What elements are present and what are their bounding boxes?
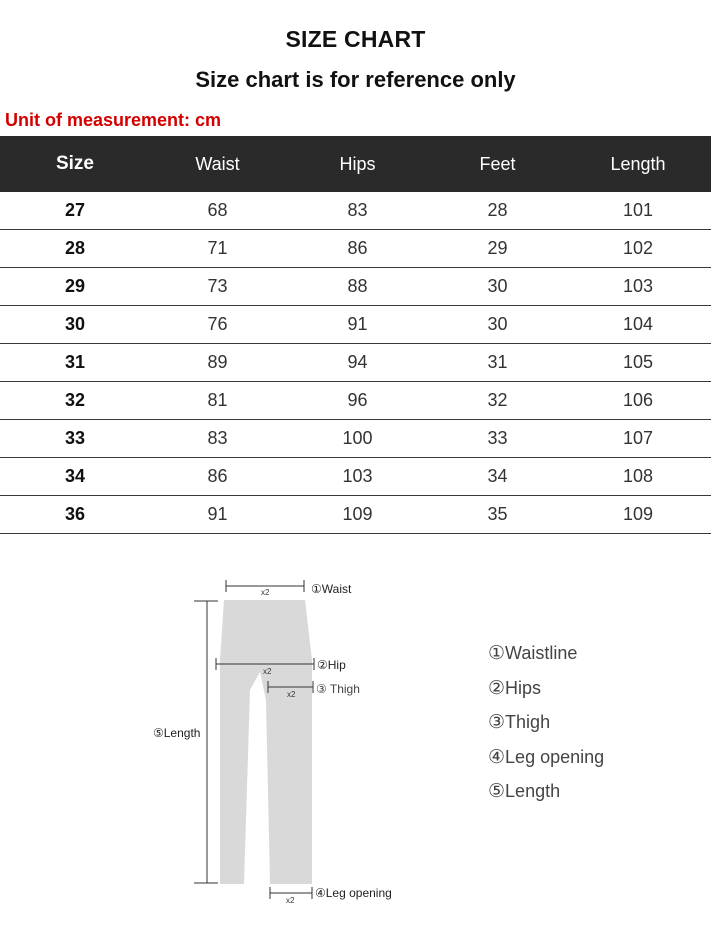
cell-feet: 31 [430, 344, 565, 382]
cell-length: 107 [565, 420, 711, 458]
pants-diagram [0, 560, 430, 920]
cell-length: 104 [565, 306, 711, 344]
cell-waist: 76 [150, 306, 285, 344]
legend-item-hips: ②Hips [488, 676, 542, 699]
cell-hips: 109 [285, 496, 430, 534]
unit-note: Unit of measurement: cm [5, 110, 222, 130]
table-row [0, 496, 711, 534]
cell-size: 33 [0, 420, 150, 458]
cell-length: 102 [565, 230, 711, 268]
leg-opening-label: ④Leg opening [315, 886, 392, 900]
cell-feet: 30 [430, 306, 565, 344]
waist-multiplier: x2 [261, 588, 270, 597]
cell-hips: 100 [285, 420, 430, 458]
cell-size: 30 [0, 306, 150, 344]
legend-item-leg-opening: ④Leg opening [488, 745, 605, 768]
cell-hips: 94 [285, 344, 430, 382]
thigh-label: ③ Thigh [316, 682, 360, 696]
thigh-multiplier: x2 [287, 690, 296, 699]
cell-waist: 86 [150, 458, 285, 496]
table-header-row [0, 136, 711, 192]
hip-label: ②Hip [317, 658, 346, 672]
cell-length: 103 [565, 268, 711, 306]
pants-shape [220, 600, 312, 884]
header-length: Length [565, 136, 711, 192]
legend-item-thigh: ③Thigh [488, 711, 551, 733]
cell-hips: 88 [285, 268, 430, 306]
cell-size: 28 [0, 230, 150, 268]
cell-size: 34 [0, 458, 150, 496]
cell-length: 108 [565, 458, 711, 496]
waist-label: ①Waist [311, 582, 352, 596]
cell-waist: 81 [150, 382, 285, 420]
cell-size: 36 [0, 496, 150, 534]
cell-waist: 73 [150, 268, 285, 306]
table-row [0, 458, 711, 496]
cell-size: 29 [0, 268, 150, 306]
header-waist: Waist [150, 136, 285, 192]
header-feet: Feet [430, 136, 565, 192]
length-label: ⑤Length [153, 726, 201, 740]
cell-feet: 30 [430, 268, 565, 306]
cell-waist: 83 [150, 420, 285, 458]
legend-item-length: ⑤Length [488, 780, 561, 802]
cell-hips: 83 [285, 192, 430, 230]
table-row [0, 306, 711, 344]
table-row [0, 382, 711, 420]
page-title: SIZE CHART [285, 26, 426, 52]
cell-feet: 32 [430, 382, 565, 420]
cell-feet: 33 [430, 420, 565, 458]
cell-hips: 103 [285, 458, 430, 496]
measurement-legend [488, 642, 604, 815]
page-subtitle: Size chart is for reference only [195, 67, 516, 92]
cell-feet: 28 [430, 192, 565, 230]
cell-size: 31 [0, 344, 150, 382]
table-row [0, 192, 711, 230]
header-size: Size [0, 136, 150, 192]
cell-hips: 86 [285, 230, 430, 268]
size-table [0, 136, 711, 534]
cell-feet: 35 [430, 496, 565, 534]
cell-hips: 96 [285, 382, 430, 420]
table-row [0, 268, 711, 306]
cell-feet: 29 [430, 230, 565, 268]
hip-multiplier: x2 [263, 667, 272, 676]
cell-length: 106 [565, 382, 711, 420]
cell-waist: 91 [150, 496, 285, 534]
cell-length: 105 [565, 344, 711, 382]
cell-waist: 71 [150, 230, 285, 268]
cell-hips: 91 [285, 306, 430, 344]
table-row [0, 344, 711, 382]
legend-item-waistline: ①Waistline [488, 642, 578, 664]
cell-length: 109 [565, 496, 711, 534]
leg-opening-multiplier: x2 [286, 896, 295, 905]
cell-size: 27 [0, 192, 150, 230]
cell-waist: 68 [150, 192, 285, 230]
cell-feet: 34 [430, 458, 565, 496]
header-hips: Hips [285, 136, 430, 192]
cell-size: 32 [0, 382, 150, 420]
cell-length: 101 [565, 192, 711, 230]
table-row [0, 420, 711, 458]
table-row [0, 230, 711, 268]
cell-waist: 89 [150, 344, 285, 382]
